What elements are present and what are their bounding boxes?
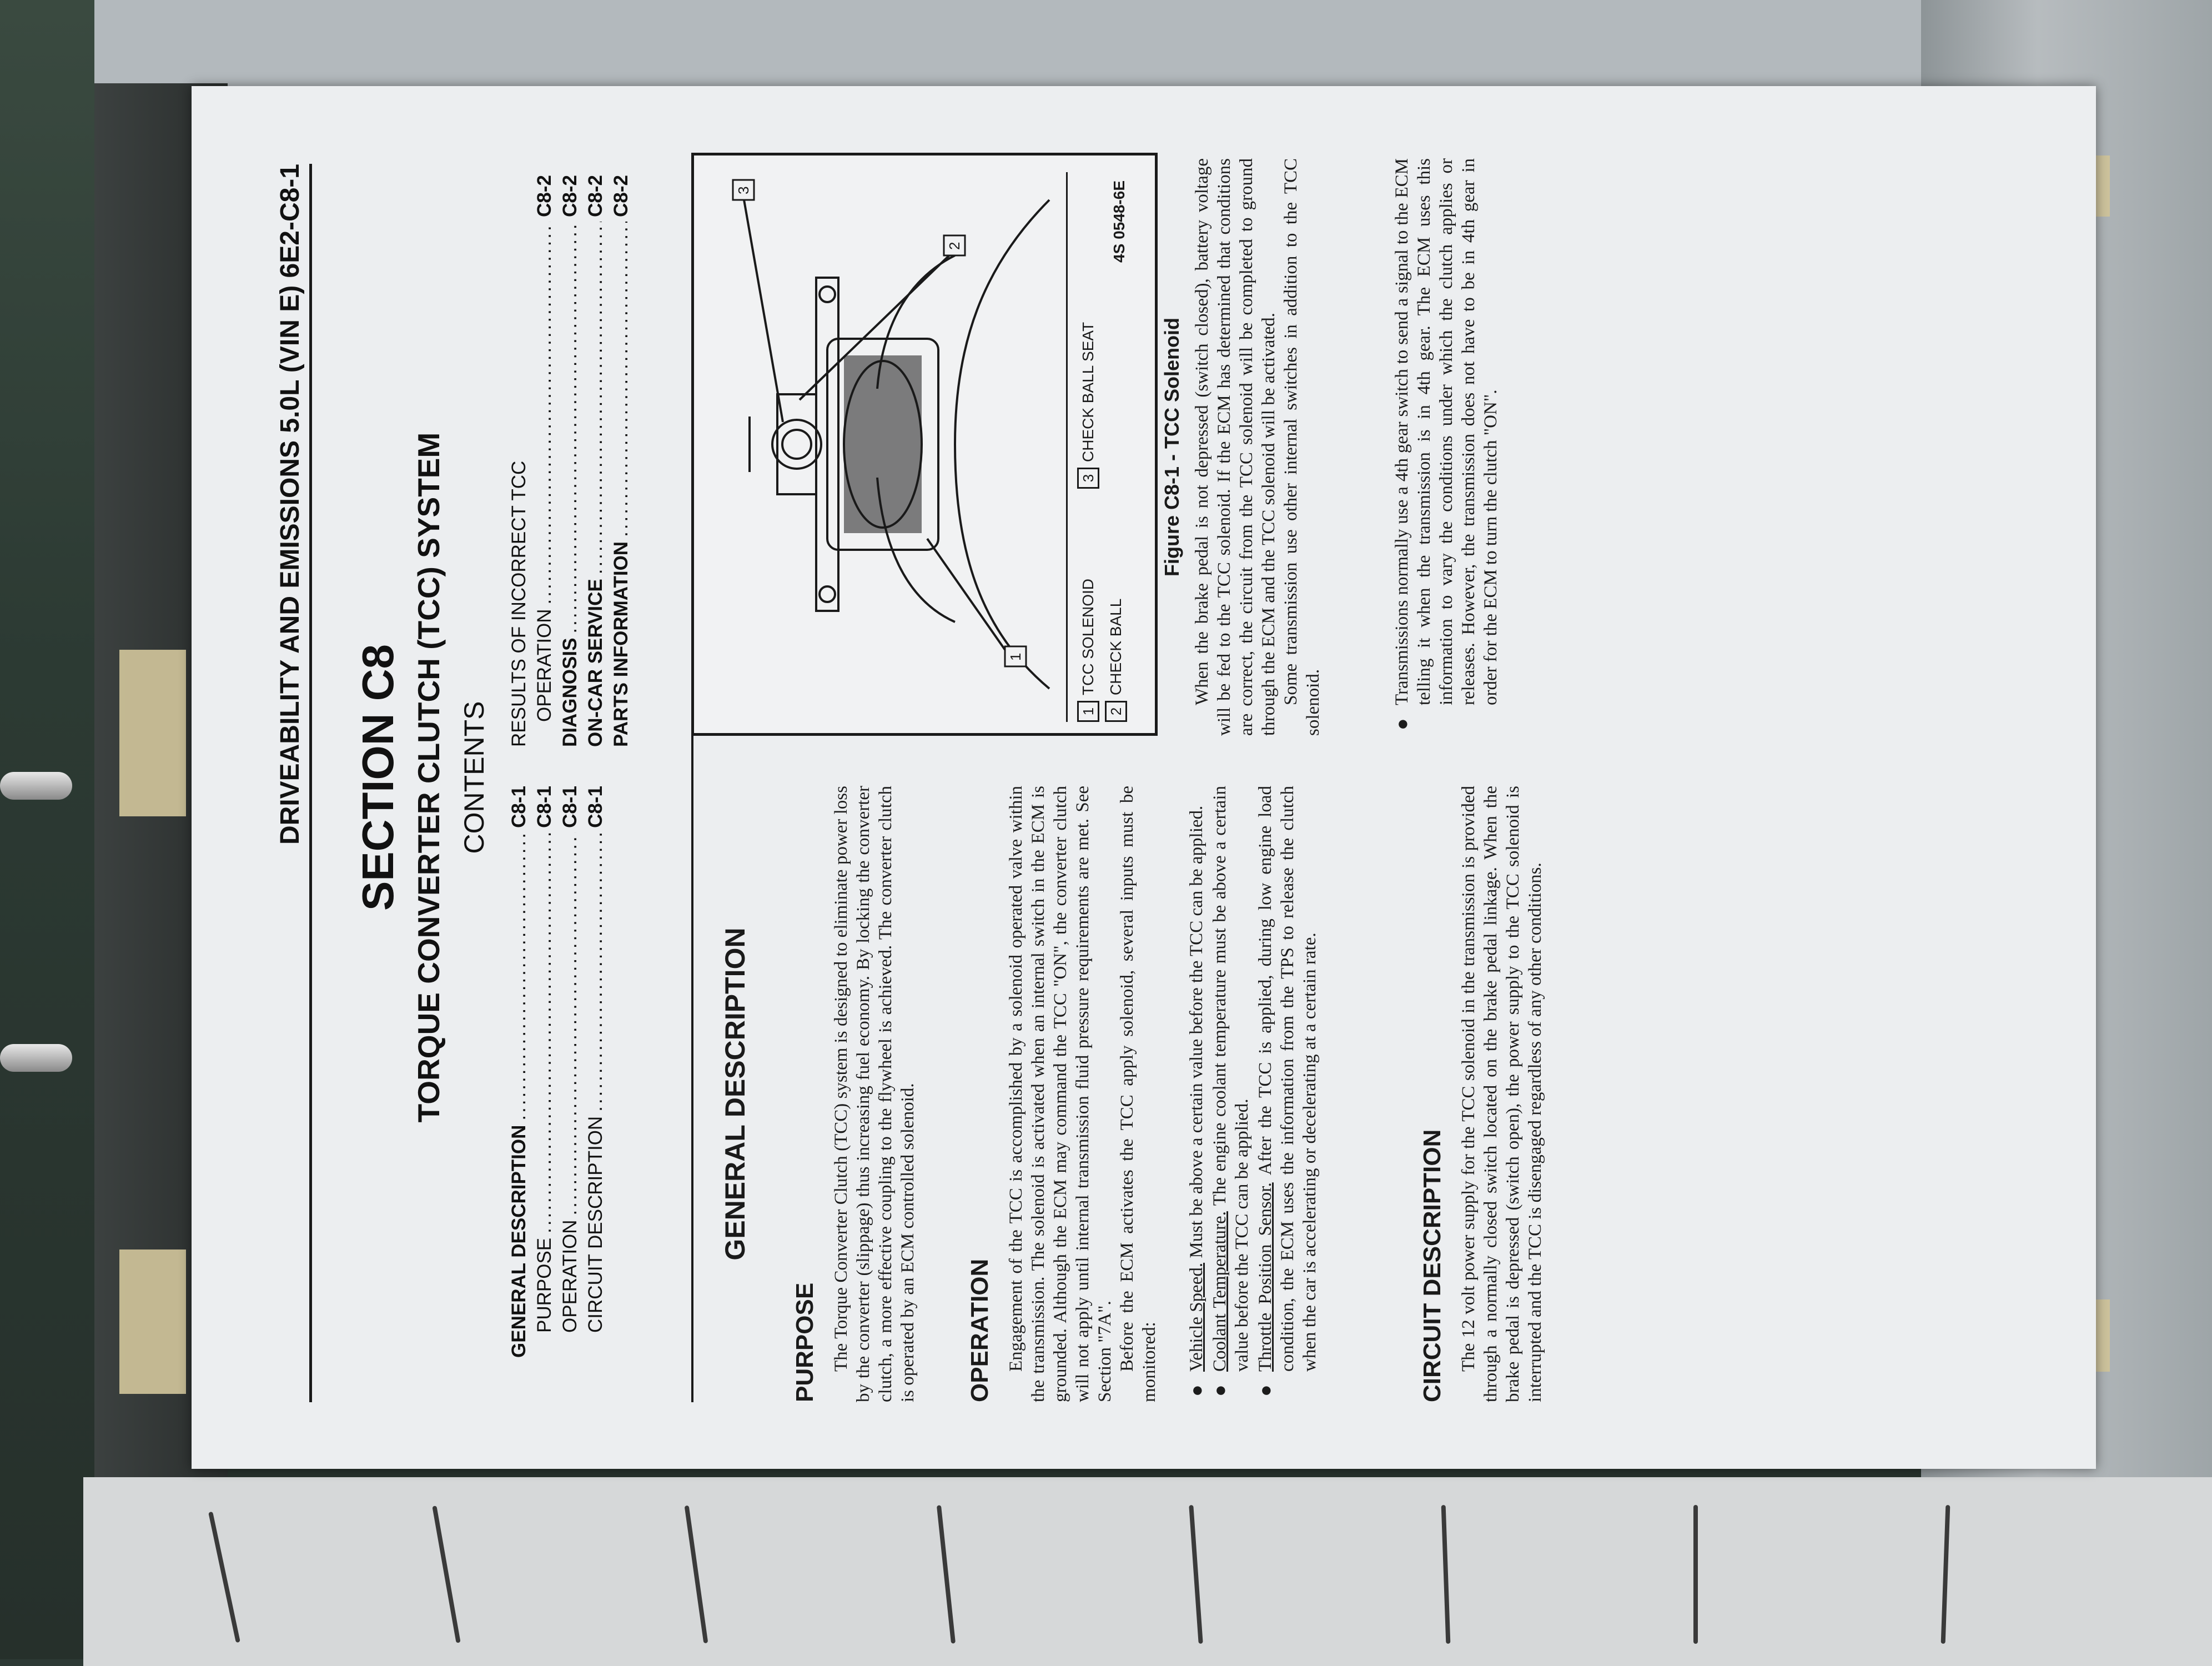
figure-caption: Figure C8-1 - TCC Solenoid: [1160, 318, 1183, 577]
legend-item: [1105, 599, 1127, 722]
purpose-text: [830, 786, 919, 1402]
toc-row[interactable]: [508, 786, 534, 1358]
binder-top-edge: [94, 0, 1927, 100]
tape-piece: [119, 650, 186, 816]
toc-label: OPERATION: [534, 609, 555, 722]
purpose-paragraph: The Torque Converter Clutch (TCC) system is designed to eliminate power loss by the converter (slippage) thus increasing fuel economy. By locking the converter clutch, a more effective coupling to the flywheel is achieved. The converter clutch is operated by an ECM controlled solenoid.: [831, 786, 918, 1402]
internal-switches-paragraph: Some transmission use other internal switches in addition to the TCC solenoid.: [1281, 158, 1323, 736]
toc-leader: [534, 222, 556, 605]
circuit-paragraph: The 12 volt power supply for the TCC solenoid in the transmission is provided through a normally closed switch located on the brake pedal linkage. When the brake pedal is depressed (switch open), the power supply to the TCC solenoid is interrupted and the TCC is disengaged regardless of any other conditions.: [1459, 786, 1545, 1402]
toc-row[interactable]: [585, 175, 610, 747]
operation-paragraph-2: Before the ECM activates the TCC apply solenoid, several inputs must be monitored:: [1117, 786, 1159, 1402]
bracket-hole: [820, 586, 835, 602]
toc-leader: [508, 832, 530, 1121]
operation-paragraph-1: Engagement of the TCC is accomplished by a solenoid operated valve within the transmission. The solenoid is activated when an internal switch in the ECM is grounded. Although the ECM may command the TCC "ON", the converter clutch will not apply until internal transmission fluid pressure requirements are met. See Section "7A".: [1006, 786, 1115, 1402]
toc-page: C8-2: [559, 175, 581, 217]
callout-1-label: 1: [1007, 653, 1024, 661]
toc-left: [508, 786, 610, 1358]
check-ball-seat: [772, 420, 821, 469]
legend-number: 3: [1077, 468, 1099, 489]
section-number: SECTION C8: [353, 644, 403, 911]
brake-switch-paragraph: When the brake pedal is not depressed (switch closed), battery voltage will be fed to the TCC solenoid. If the ECM has determined that conditions are correct, the circuit from the TCC solenoid will be completed to ground through the ECM and the TCC solenoid will be activated.: [1192, 158, 1279, 736]
page-sheet: [192, 86, 2096, 1469]
toc-row[interactable]: [610, 175, 636, 747]
operation-text: [1005, 786, 1160, 1402]
toc-row[interactable]: [508, 175, 534, 747]
toc-label: PURPOSE: [534, 1237, 555, 1333]
toc-leader: [534, 832, 556, 1233]
circuit-description-text: [1457, 786, 1546, 1402]
circuit-description-heading: CIRCUIT DESCRIPTION: [1419, 1129, 1446, 1402]
bullet-icon: ●: [1209, 1384, 1231, 1397]
toc-label: DIAGNOSIS: [559, 638, 581, 747]
bullet-icon: ●: [1254, 1384, 1276, 1397]
page-line: [208, 1512, 240, 1643]
hand-outline: [955, 200, 1049, 689]
binder-ring: [0, 1044, 72, 1072]
list-item: [1209, 786, 1253, 1402]
toc-label: RESULTS OF INCORRECT TCC: [508, 460, 530, 747]
bullet-text: The engine coolant temperature must be above a certain value before the TCC can be applied.: [1210, 786, 1252, 1372]
toc-page: C8-2: [610, 175, 632, 217]
tcc-solenoid-illustration: [694, 161, 1060, 733]
toc-row[interactable]: [559, 786, 585, 1358]
legend-number: 1: [1077, 701, 1099, 722]
figure-tcc-solenoid: [691, 153, 1158, 736]
previous-page: [83, 1477, 2212, 1666]
legend-number: 2: [1105, 701, 1127, 722]
bullet-text: After the TCC is applied, during low engine load condition, the ECM uses the information from the TPS to release the clutch when the car is accelerating or decelerating at a certain rate.: [1255, 785, 1320, 1372]
toc-label: CIRCUIT DESCRIPTION: [585, 1116, 606, 1333]
toc-leader: [585, 222, 607, 574]
toc-leader: [610, 222, 632, 537]
right-column-list: [1391, 158, 1503, 736]
callout-2-label: 2: [946, 242, 963, 250]
bracket-hole: [820, 287, 835, 302]
toc-row[interactable]: [534, 175, 559, 747]
list-item: [1254, 786, 1321, 1402]
page-line: [1441, 1505, 1451, 1644]
bullet-term: Throttle Position Sensor.: [1255, 1182, 1275, 1372]
toc-page: C8-1: [559, 786, 581, 828]
coil-windings: [844, 355, 922, 533]
toc-page: C8-2: [585, 175, 606, 217]
page-line: [937, 1505, 956, 1643]
toc-page: C8-1: [534, 786, 555, 828]
bullet-text: Transmissions normally use a 4th gear switch to send a signal to the ECM telling it when the transmission is in 4th gear. The ECM uses this information to vary the conditions under which the clutch applies or releases. However, the transmission does not have to be in 4th gear in order for the ECM to turn the clutch "ON".: [1392, 158, 1501, 705]
toc-label: PARTS INFORMATION: [610, 541, 632, 747]
bullet-term: Coolant Temperature.: [1210, 1211, 1230, 1372]
figure-code: 4S 0548-6E: [1110, 180, 1128, 263]
toc-leader: [585, 832, 607, 1112]
check-ball: [782, 430, 811, 459]
section-title: TORQUE CONVERTER CLUTCH (TCC) SYSTEM: [411, 432, 446, 1123]
toc-page: C8-1: [508, 786, 530, 828]
page-line: [1941, 1505, 1950, 1644]
toc-row[interactable]: [559, 175, 585, 747]
contents-heading: CONTENTS: [459, 701, 490, 854]
toc-right: [508, 175, 636, 747]
page-line: [1693, 1505, 1698, 1644]
operation-heading: OPERATION: [966, 1258, 993, 1402]
page-line: [685, 1506, 708, 1644]
toc-row[interactable]: [585, 786, 610, 1358]
general-description-heading: GENERAL DESCRIPTION: [720, 927, 751, 1261]
legend-item: [1077, 579, 1099, 722]
bullet-icon: ●: [1391, 718, 1413, 730]
page-line: [1189, 1505, 1203, 1644]
toc-page: C8-2: [534, 175, 555, 217]
list-item: [1391, 158, 1502, 736]
header-rule: [309, 164, 312, 1402]
toc-page: C8-1: [585, 786, 606, 828]
toc-leader: [559, 832, 581, 1216]
binder-ring: [0, 772, 72, 800]
bullet-text: Must be above a certain value before the TCC can be applied.: [1187, 805, 1206, 1263]
toc-leader: [559, 222, 581, 634]
page-line: [432, 1506, 460, 1643]
toc-label: GENERAL DESCRIPTION: [508, 1125, 530, 1358]
page-header: DRIVEABILITY AND EMISSIONS 5.0L (VIN E) 6E2-C8-1: [275, 164, 305, 845]
toc-label: OPERATION: [559, 1220, 581, 1333]
right-column-text: [1191, 158, 1324, 736]
legend-label: CHECK BALL: [1107, 598, 1124, 695]
list-item: [1185, 786, 1208, 1402]
operation-inputs-list: [1185, 786, 1322, 1402]
bullet-term: Vehicle Speed.: [1187, 1262, 1206, 1372]
legend-label: TCC SOLENOID: [1079, 578, 1097, 695]
toc-label: ON-CAR SERVICE: [585, 579, 606, 747]
legend-label: CHECK BALL SEAT: [1079, 322, 1097, 462]
manual-page: [192, 86, 2096, 1469]
leader-line-3: [744, 200, 783, 422]
callout-3-label: 3: [735, 186, 752, 194]
legend-item: [1077, 322, 1099, 489]
legend-rule: [1066, 172, 1068, 722]
bullet-icon: ●: [1185, 1384, 1208, 1397]
tape-piece: [119, 1250, 186, 1394]
toc-row[interactable]: [534, 786, 559, 1358]
purpose-heading: PURPOSE: [791, 1282, 818, 1402]
